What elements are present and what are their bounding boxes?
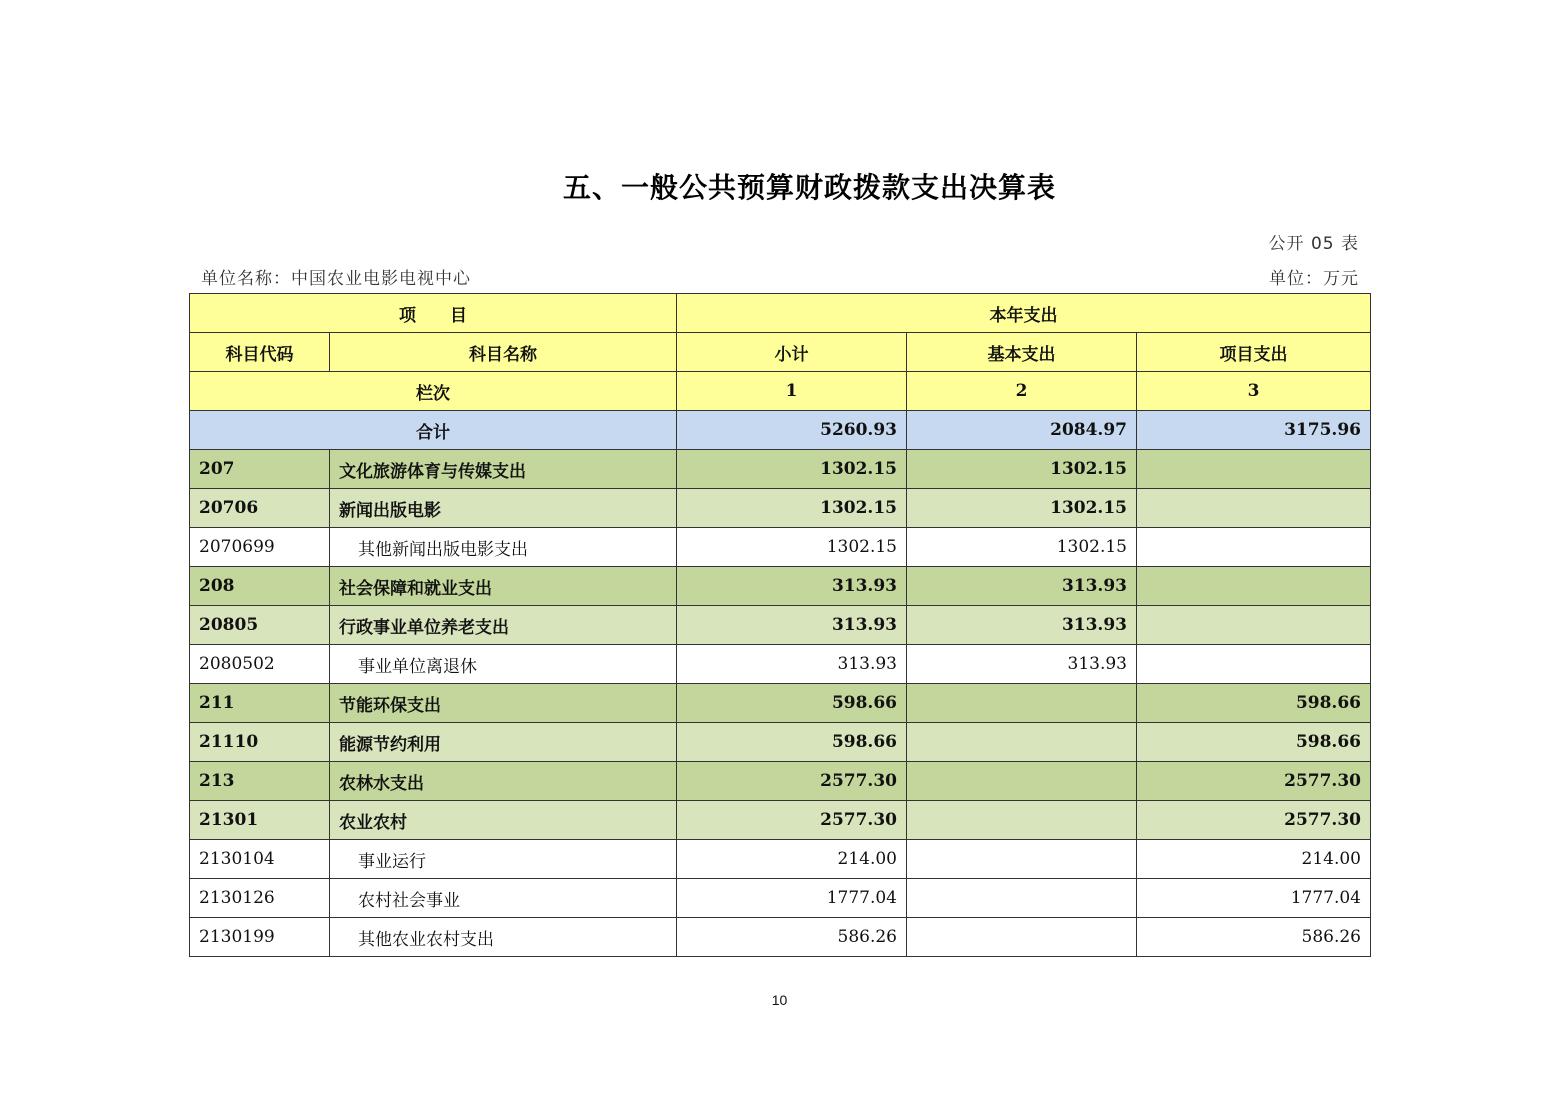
table-row — [190, 879, 1371, 918]
row-project: 214.00 — [1137, 840, 1371, 879]
row-subtotal: 313.93 — [677, 645, 907, 684]
row-subtotal: 598.66 — [677, 723, 907, 762]
row-basic: 313.93 — [907, 606, 1137, 645]
row-project — [1137, 450, 1371, 489]
table-row — [190, 450, 1371, 489]
row-code: 207 — [190, 450, 330, 489]
row-code: 2130104 — [190, 840, 330, 879]
row-subtotal: 1302.15 — [677, 528, 907, 567]
row-code: 211 — [190, 684, 330, 723]
row-basic: 1302.15 — [907, 450, 1137, 489]
row-project: 598.66 — [1137, 723, 1371, 762]
header-row-3 — [190, 372, 1371, 411]
row-code: 21110 — [190, 723, 330, 762]
total-basic: 2084.97 — [907, 411, 1137, 450]
header-item: 项 目 — [190, 294, 677, 333]
row-name: 农业农村 — [330, 801, 677, 840]
row-name: 事业运行 — [330, 840, 677, 879]
row-project: 598.66 — [1137, 684, 1371, 723]
row-code: 20706 — [190, 489, 330, 528]
row-basic — [907, 918, 1137, 957]
row-basic: 1302.15 — [907, 489, 1137, 528]
row-name: 新闻出版电影 — [330, 489, 677, 528]
table-row — [190, 645, 1371, 684]
table-row — [190, 918, 1371, 957]
row-code: 213 — [190, 762, 330, 801]
row-basic — [907, 684, 1137, 723]
header-col-2: 2 — [907, 372, 1137, 411]
row-subtotal: 2577.30 — [677, 762, 907, 801]
row-project — [1137, 645, 1371, 684]
row-name: 行政事业单位养老支出 — [330, 606, 677, 645]
header-col-1: 1 — [677, 372, 907, 411]
row-basic — [907, 879, 1137, 918]
table-row — [190, 606, 1371, 645]
unit-label: 单位：万元 — [1269, 269, 1359, 289]
header-project: 项目支出 — [1137, 333, 1371, 372]
row-project — [1137, 567, 1371, 606]
row-name: 其他农业农村支出 — [330, 918, 677, 957]
row-subtotal: 2577.30 — [677, 801, 907, 840]
row-name: 社会保障和就业支出 — [330, 567, 677, 606]
header-col-3: 3 — [1137, 372, 1371, 411]
row-subtotal: 1777.04 — [677, 879, 907, 918]
page-number: 10 — [771, 992, 788, 1008]
row-subtotal: 586.26 — [677, 918, 907, 957]
table-row — [190, 840, 1371, 879]
row-code: 2070699 — [190, 528, 330, 567]
table-row — [190, 762, 1371, 801]
header-code: 科目代码 — [190, 333, 330, 372]
total-subtotal: 5260.93 — [677, 411, 907, 450]
row-basic: 313.93 — [907, 567, 1137, 606]
row-subtotal: 214.00 — [677, 840, 907, 879]
row-subtotal: 598.66 — [677, 684, 907, 723]
row-code: 2130126 — [190, 879, 330, 918]
page-title: 五、一般公共预算财政拨款支出决算表 — [562, 171, 1056, 204]
row-basic: 313.93 — [907, 645, 1137, 684]
table-number: 公开 05 表 — [1268, 234, 1359, 254]
row-code: 21301 — [190, 801, 330, 840]
table-row — [190, 723, 1371, 762]
table-row — [190, 489, 1371, 528]
header-column-index: 栏次 — [190, 372, 677, 411]
row-basic — [907, 801, 1137, 840]
row-project: 2577.30 — [1137, 801, 1371, 840]
row-code: 20805 — [190, 606, 330, 645]
header-subtotal: 小计 — [677, 333, 907, 372]
row-basic: 1302.15 — [907, 528, 1137, 567]
row-project — [1137, 489, 1371, 528]
row-name: 能源节约利用 — [330, 723, 677, 762]
row-project — [1137, 606, 1371, 645]
row-name: 其他新闻出版电影支出 — [330, 528, 677, 567]
row-subtotal: 313.93 — [677, 567, 907, 606]
header-name: 科目名称 — [330, 333, 677, 372]
header-basic: 基本支出 — [907, 333, 1137, 372]
expenditure-table — [189, 293, 1371, 957]
row-subtotal: 313.93 — [677, 606, 907, 645]
header-row-2 — [190, 333, 1371, 372]
row-basic — [907, 840, 1137, 879]
row-subtotal: 1302.15 — [677, 489, 907, 528]
row-name: 事业单位离退休 — [330, 645, 677, 684]
row-code: 2080502 — [190, 645, 330, 684]
row-basic — [907, 723, 1137, 762]
row-basic — [907, 762, 1137, 801]
total-label: 合计 — [190, 411, 677, 450]
row-name: 节能环保支出 — [330, 684, 677, 723]
row-project: 1777.04 — [1137, 879, 1371, 918]
row-code: 2130199 — [190, 918, 330, 957]
row-name: 农村社会事业 — [330, 879, 677, 918]
table-row — [190, 801, 1371, 840]
total-project: 3175.96 — [1137, 411, 1371, 450]
row-subtotal: 1302.15 — [677, 450, 907, 489]
row-project: 586.26 — [1137, 918, 1371, 957]
row-code: 208 — [190, 567, 330, 606]
total-row — [190, 411, 1371, 450]
unit-name: 单位名称：中国农业电影电视中心 — [201, 269, 471, 289]
header-current-year: 本年支出 — [677, 294, 1371, 333]
table-row — [190, 528, 1371, 567]
row-name: 文化旅游体育与传媒支出 — [330, 450, 677, 489]
row-name: 农林水支出 — [330, 762, 677, 801]
table-row — [190, 684, 1371, 723]
row-project — [1137, 528, 1371, 567]
header-row-1 — [190, 294, 1371, 333]
table-row — [190, 567, 1371, 606]
row-project: 2577.30 — [1137, 762, 1371, 801]
